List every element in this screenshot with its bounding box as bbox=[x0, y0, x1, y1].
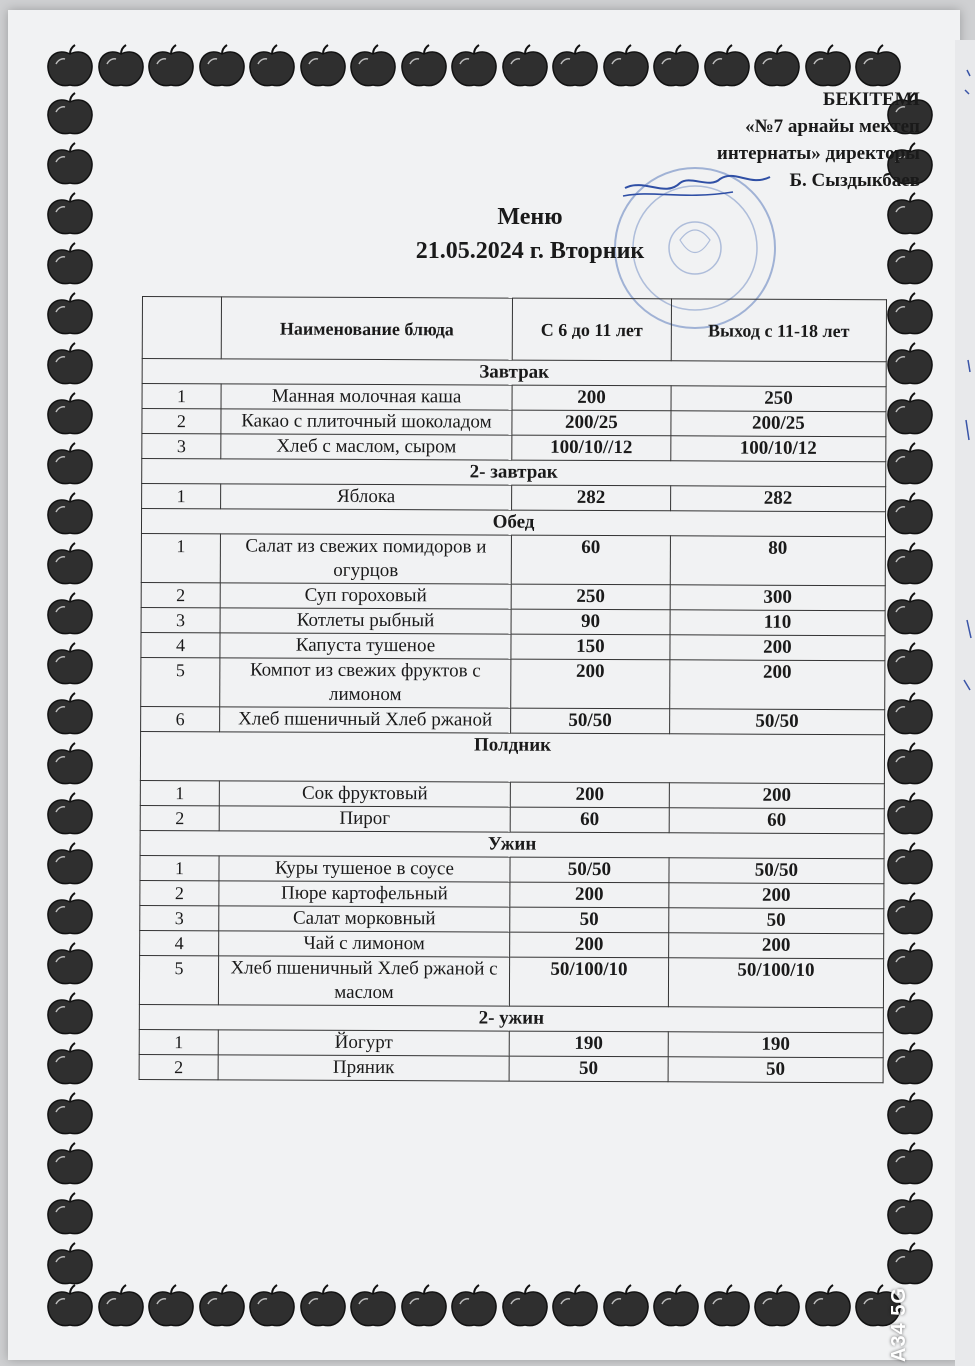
table-row bbox=[139, 955, 883, 1007]
apple-icon bbox=[884, 692, 936, 738]
apple-icon bbox=[145, 1284, 197, 1330]
portion-11-18: 200/25 bbox=[671, 411, 886, 437]
apple-icon bbox=[499, 1284, 551, 1330]
dish-name: Пирог bbox=[219, 806, 510, 832]
portion-6-11: 100/10//12 bbox=[512, 435, 671, 461]
apple-icon bbox=[600, 44, 652, 90]
section-title: 2- завтрак bbox=[142, 459, 886, 487]
header-dish-name: Наименование блюда bbox=[221, 297, 512, 360]
portion-6-11: 50 bbox=[510, 907, 669, 933]
apple-icon bbox=[44, 442, 96, 488]
apple-icon bbox=[884, 392, 936, 438]
apple-icon bbox=[884, 842, 936, 888]
dish-name: Йогурт bbox=[218, 1030, 509, 1056]
apple-icon bbox=[884, 242, 936, 288]
apple-icon bbox=[44, 1142, 96, 1188]
portion-6-11: 200 bbox=[510, 932, 669, 958]
title-date: 21.05.2024 г. Вторник bbox=[415, 238, 645, 264]
apple-icon bbox=[44, 542, 96, 588]
menu-title bbox=[300, 200, 760, 268]
row-number: 3 bbox=[140, 905, 219, 930]
header-age-11-18: Выход с 11-18 лет bbox=[671, 299, 886, 362]
portion-6-11: 50/50 bbox=[510, 857, 669, 883]
row-number: 4 bbox=[141, 632, 220, 657]
table-row bbox=[141, 533, 885, 585]
portion-11-18: 300 bbox=[670, 585, 885, 611]
section-row bbox=[142, 459, 886, 487]
table-row bbox=[142, 484, 886, 512]
dish-name: Пюре картофельный bbox=[219, 881, 510, 907]
row-number: 6 bbox=[141, 706, 220, 731]
apple-icon bbox=[448, 1284, 500, 1330]
portion-11-18: 250 bbox=[671, 386, 886, 412]
apple-icon bbox=[246, 44, 298, 90]
dish-name: Какао с плиточный шоколадом bbox=[221, 409, 512, 435]
portion-11-18: 50 bbox=[669, 908, 884, 934]
apple-icon bbox=[246, 1284, 298, 1330]
approval-block bbox=[620, 86, 920, 194]
apple-icon bbox=[95, 44, 147, 90]
apple-icon bbox=[398, 44, 450, 90]
apple-icon bbox=[297, 44, 349, 90]
apple-icon bbox=[884, 792, 936, 838]
section-title: Полдник bbox=[140, 731, 884, 783]
row-number: 2 bbox=[141, 582, 220, 607]
row-number: 3 bbox=[141, 607, 220, 632]
apple-icon bbox=[650, 44, 702, 90]
section-row bbox=[140, 731, 884, 783]
table-row bbox=[141, 657, 885, 709]
portion-11-18: 110 bbox=[670, 610, 885, 636]
apple-icon bbox=[884, 192, 936, 238]
apple-icon bbox=[347, 44, 399, 90]
dish-name: Куры тушеное в соусе bbox=[219, 856, 510, 882]
portion-6-11: 50/100/10 bbox=[509, 957, 668, 1007]
portion-11-18: 200 bbox=[669, 783, 884, 809]
section-row bbox=[141, 509, 885, 537]
apple-icon bbox=[44, 892, 96, 938]
apple-icon bbox=[701, 1284, 753, 1330]
apple-icon bbox=[44, 192, 96, 238]
portion-11-18: 190 bbox=[668, 1032, 883, 1058]
row-number: 4 bbox=[140, 930, 219, 955]
apple-icon bbox=[650, 1284, 702, 1330]
row-number: 2 bbox=[140, 805, 219, 830]
portion-11-18: 200 bbox=[670, 635, 885, 661]
table-row bbox=[141, 582, 885, 610]
section-title: 2- ужин bbox=[139, 1004, 883, 1032]
apple-icon bbox=[44, 342, 96, 388]
apple-icon bbox=[852, 44, 904, 90]
row-number: 5 bbox=[141, 657, 220, 706]
apple-icon bbox=[145, 44, 197, 90]
section-row bbox=[139, 1004, 883, 1032]
portion-11-18: 50/100/10 bbox=[668, 958, 883, 1008]
row-number: 1 bbox=[142, 484, 221, 509]
apple-icon bbox=[297, 1284, 349, 1330]
apple-icon bbox=[95, 1284, 147, 1330]
portion-6-11: 282 bbox=[512, 485, 671, 511]
apple-icon bbox=[44, 592, 96, 638]
apple-icon bbox=[44, 642, 96, 688]
approval-line-3: интернаты» директоры bbox=[716, 143, 920, 164]
dish-name: Хлеб пшеничный Хлеб ржаной с маслом bbox=[218, 956, 509, 1006]
portion-6-11: 200 bbox=[510, 782, 669, 808]
apple-icon bbox=[44, 942, 96, 988]
table-row bbox=[140, 780, 884, 808]
apple-icon bbox=[196, 1284, 248, 1330]
apple-icon bbox=[448, 44, 500, 90]
row-number: 1 bbox=[140, 855, 219, 880]
row-number: 1 bbox=[141, 533, 220, 582]
portion-6-11: 250 bbox=[511, 584, 670, 610]
dish-name: Пряник bbox=[218, 1055, 509, 1081]
apple-icon bbox=[884, 1142, 936, 1188]
apple-icon bbox=[884, 1092, 936, 1138]
table-row bbox=[140, 880, 884, 908]
camera-watermark: A34 5G bbox=[888, 1287, 910, 1362]
dish-name: Хлеб с маслом, сыром bbox=[221, 434, 512, 460]
section-title: Обед bbox=[141, 509, 885, 537]
apple-icon bbox=[44, 392, 96, 438]
apple-icon bbox=[884, 742, 936, 788]
portion-11-18: 50/50 bbox=[669, 858, 884, 884]
pen-marks-decoration bbox=[961, 60, 975, 760]
header-number bbox=[142, 297, 221, 359]
apple-icon bbox=[44, 292, 96, 338]
portion-6-11: 50 bbox=[509, 1056, 668, 1082]
menu-table-body bbox=[139, 359, 886, 1083]
table-row bbox=[139, 1054, 883, 1082]
table-row bbox=[141, 632, 885, 660]
table-header-row bbox=[142, 297, 886, 362]
dish-name: Хлеб пшеничный Хлеб ржаной bbox=[220, 707, 511, 733]
dish-name: Котлеты рыбный bbox=[220, 608, 511, 634]
portion-11-18: 200 bbox=[668, 933, 883, 959]
section-title: Завтрак bbox=[142, 359, 886, 387]
apple-icon bbox=[884, 542, 936, 588]
apple-icon bbox=[884, 292, 936, 338]
apple-icon bbox=[751, 44, 803, 90]
apple-icon bbox=[347, 1284, 399, 1330]
approval-line-2: «№7 арнайы мектеп bbox=[745, 116, 920, 137]
apple-icon bbox=[884, 1042, 936, 1088]
dish-name: Суп гороховый bbox=[220, 583, 511, 609]
menu-table bbox=[139, 296, 887, 1083]
apple-icon bbox=[44, 92, 96, 138]
apple-icon bbox=[499, 44, 551, 90]
portion-11-18: 50/50 bbox=[669, 709, 884, 735]
apple-icon bbox=[44, 142, 96, 188]
portion-6-11: 200/25 bbox=[512, 410, 671, 436]
dish-name: Яблока bbox=[221, 484, 512, 510]
portion-11-18: 80 bbox=[670, 536, 885, 586]
table-row bbox=[141, 607, 885, 635]
section-row bbox=[142, 359, 886, 387]
apple-icon bbox=[549, 44, 601, 90]
apple-icon bbox=[884, 942, 936, 988]
portion-11-18: 100/10/12 bbox=[671, 436, 886, 462]
apple-icon bbox=[196, 44, 248, 90]
table-row bbox=[142, 384, 886, 412]
row-number: 3 bbox=[142, 434, 221, 459]
apple-icon bbox=[44, 1242, 96, 1288]
apple-icon bbox=[44, 1284, 96, 1330]
portion-11-18: 50 bbox=[668, 1057, 883, 1083]
apple-icon bbox=[44, 1042, 96, 1088]
apple-icon bbox=[884, 1192, 936, 1238]
row-number: 1 bbox=[140, 780, 219, 805]
portion-6-11: 200 bbox=[511, 659, 670, 709]
portion-6-11: 60 bbox=[511, 535, 670, 585]
dish-name: Манная молочная каша bbox=[221, 384, 512, 410]
portion-6-11: 200 bbox=[510, 882, 669, 908]
section-row bbox=[140, 830, 884, 858]
portion-6-11: 90 bbox=[511, 609, 670, 635]
apple-icon bbox=[884, 992, 936, 1038]
apple-icon bbox=[600, 1284, 652, 1330]
apple-icon bbox=[884, 442, 936, 488]
portion-6-11: 50/50 bbox=[511, 708, 670, 734]
portion-6-11: 60 bbox=[510, 807, 669, 833]
table-row bbox=[140, 905, 884, 933]
row-number: 2 bbox=[140, 880, 219, 905]
portion-11-18: 200 bbox=[669, 883, 884, 909]
apple-icon bbox=[751, 1284, 803, 1330]
table-row bbox=[142, 434, 886, 462]
apple-icon bbox=[549, 1284, 601, 1330]
dish-name: Компот из свежих фруктов с лимоном bbox=[220, 658, 511, 708]
portion-11-18: 282 bbox=[670, 486, 885, 512]
row-number: 1 bbox=[142, 384, 221, 409]
portion-6-11: 150 bbox=[511, 634, 670, 660]
dish-name: Салат морковный bbox=[219, 906, 510, 932]
apple-icon bbox=[884, 642, 936, 688]
apple-icon bbox=[398, 1284, 450, 1330]
apple-icon bbox=[44, 44, 96, 90]
dish-name: Салат из свежих помидоров и огурцов bbox=[220, 534, 511, 584]
apple-icon bbox=[802, 1284, 854, 1330]
apple-icon bbox=[884, 492, 936, 538]
apple-icon bbox=[44, 792, 96, 838]
row-number: 2 bbox=[139, 1054, 218, 1079]
apple-icon bbox=[44, 1092, 96, 1138]
portion-11-18: 200 bbox=[670, 660, 885, 710]
apple-icon bbox=[701, 44, 753, 90]
portion-6-11: 190 bbox=[509, 1031, 668, 1057]
apple-icon bbox=[802, 44, 854, 90]
apple-icon bbox=[44, 842, 96, 888]
dish-name: Капуста тушеное bbox=[220, 633, 511, 659]
portion-6-11: 200 bbox=[512, 385, 671, 411]
table-row bbox=[142, 409, 886, 437]
row-number: 2 bbox=[142, 409, 221, 434]
approval-line-1: БЕКІТЕМІ bbox=[822, 89, 920, 110]
apple-icon bbox=[44, 742, 96, 788]
dish-name: Чай с лимоном bbox=[219, 931, 510, 957]
row-number: 1 bbox=[139, 1029, 218, 1054]
portion-11-18: 60 bbox=[669, 808, 884, 834]
table-row bbox=[140, 855, 884, 883]
title-line-1: Меню bbox=[497, 204, 563, 230]
table-row bbox=[139, 1029, 883, 1057]
row-number: 5 bbox=[139, 955, 218, 1004]
header-age-6-11: С 6 до 11 лет bbox=[512, 298, 671, 361]
table-row bbox=[140, 805, 884, 833]
apple-icon bbox=[884, 592, 936, 638]
apple-icon bbox=[884, 342, 936, 388]
apple-icon bbox=[44, 242, 96, 288]
table-row bbox=[141, 706, 885, 734]
table-row bbox=[140, 930, 884, 958]
apple-icon bbox=[44, 992, 96, 1038]
dish-name: Сок фруктовый bbox=[219, 781, 510, 807]
apple-icon bbox=[884, 892, 936, 938]
apple-icon bbox=[44, 492, 96, 538]
apple-icon bbox=[44, 692, 96, 738]
section-title: Ужин bbox=[140, 830, 884, 858]
approval-line-4: Б. Сыздыкбаев bbox=[789, 170, 920, 191]
apple-icon bbox=[44, 1192, 96, 1238]
